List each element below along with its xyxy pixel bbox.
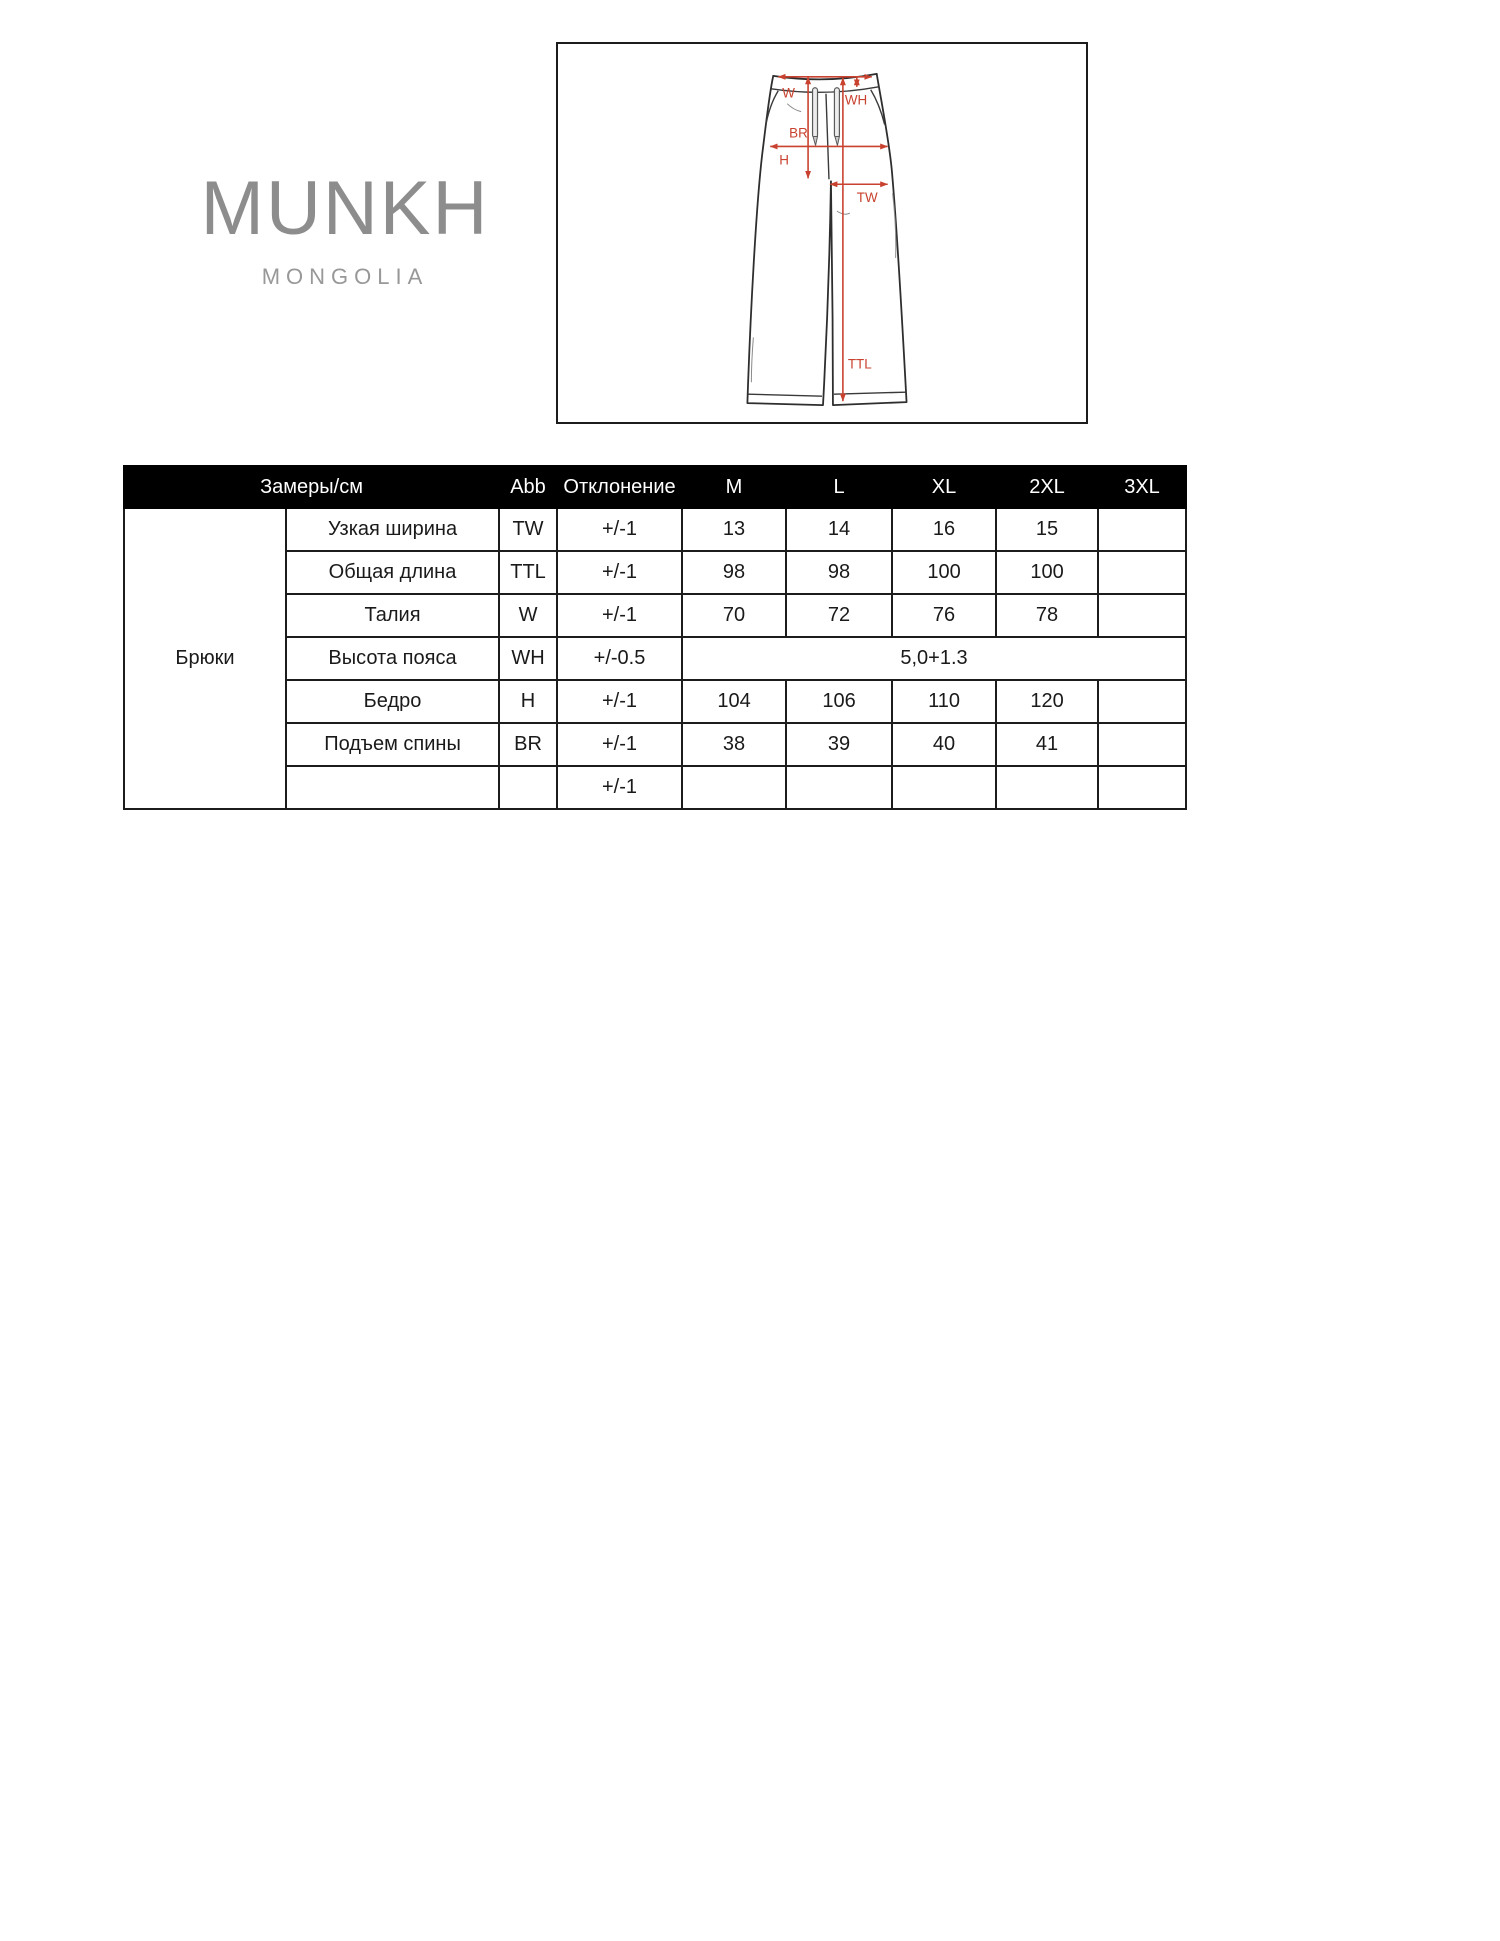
tw-label: TW xyxy=(856,190,878,206)
value-cell xyxy=(1098,680,1186,723)
value-cell: 41 xyxy=(996,723,1098,766)
w-label: W xyxy=(782,85,795,101)
header-measures: Замеры/см xyxy=(124,466,499,508)
value-cell: 14 xyxy=(786,508,892,551)
value-cell: 120 xyxy=(996,680,1098,723)
value-cell: 76 xyxy=(892,594,996,637)
header-size-l: L xyxy=(786,466,892,508)
brand-logo xyxy=(192,166,498,290)
value-cell xyxy=(996,766,1098,809)
name-cell: Узкая ширина xyxy=(286,508,499,551)
dev-cell: +/-1 xyxy=(557,508,682,551)
abb-cell: W xyxy=(499,594,557,637)
dev-cell: +/-1 xyxy=(557,551,682,594)
value-cell: 106 xyxy=(786,680,892,723)
size-table-wrap xyxy=(123,465,1187,810)
name-cell: Общая длина xyxy=(286,551,499,594)
dev-cell: +/-0.5 xyxy=(557,637,682,680)
size-table xyxy=(123,465,1187,810)
abb-cell: BR xyxy=(499,723,557,766)
h-label: H xyxy=(779,152,789,168)
header-size-3xl: 3XL xyxy=(1098,466,1186,508)
group-cell: Брюки xyxy=(124,508,286,809)
dev-cell: +/-1 xyxy=(557,766,682,809)
header-deviation: Отклонение xyxy=(557,466,682,508)
name-cell: Подъем спины xyxy=(286,723,499,766)
value-cell xyxy=(1098,594,1186,637)
header-size-xl: XL xyxy=(892,466,996,508)
value-cell: 98 xyxy=(786,551,892,594)
value-cell xyxy=(1098,508,1186,551)
value-cell: 110 xyxy=(892,680,996,723)
dev-cell: +/-1 xyxy=(557,680,682,723)
value-cell xyxy=(1098,551,1186,594)
header-size-2xl: 2XL xyxy=(996,466,1098,508)
abb-cell: WH xyxy=(499,637,557,680)
value-cell: 70 xyxy=(682,594,786,637)
value-cell xyxy=(1098,723,1186,766)
brand-name: MUNKH xyxy=(200,166,490,251)
value-cell: 15 xyxy=(996,508,1098,551)
value-cell: 98 xyxy=(682,551,786,594)
dev-cell: +/-1 xyxy=(557,594,682,637)
br-label: BR xyxy=(789,125,808,141)
name-cell xyxy=(286,766,499,809)
name-cell: Талия xyxy=(286,594,499,637)
merged-value-cell: 5,0+1.3 xyxy=(682,637,1186,680)
ttl-label: TTL xyxy=(847,356,872,372)
value-cell xyxy=(1098,766,1186,809)
wh-label: WH xyxy=(844,92,868,108)
value-cell: 100 xyxy=(892,551,996,594)
abb-cell xyxy=(499,766,557,809)
abb-cell: H xyxy=(499,680,557,723)
abb-cell: TW xyxy=(499,508,557,551)
value-cell: 100 xyxy=(996,551,1098,594)
value-cell: 38 xyxy=(682,723,786,766)
dev-cell: +/-1 xyxy=(557,723,682,766)
value-cell: 13 xyxy=(682,508,786,551)
pants-diagram xyxy=(558,44,1086,422)
value-cell xyxy=(892,766,996,809)
brand-subtitle: MONGOLIA xyxy=(261,264,429,289)
header-size-m: M xyxy=(682,466,786,508)
value-cell: 72 xyxy=(786,594,892,637)
value-cell: 104 xyxy=(682,680,786,723)
table-row xyxy=(124,508,1186,551)
value-cell xyxy=(682,766,786,809)
name-cell: Высота пояса xyxy=(286,637,499,680)
value-cell xyxy=(786,766,892,809)
diagram-box xyxy=(556,42,1088,424)
value-cell: 40 xyxy=(892,723,996,766)
value-cell: 39 xyxy=(786,723,892,766)
value-cell: 78 xyxy=(996,594,1098,637)
header-abb: Abb xyxy=(499,466,557,508)
table-header-row xyxy=(124,466,1186,508)
value-cell: 16 xyxy=(892,508,996,551)
name-cell: Бедро xyxy=(286,680,499,723)
abb-cell: TTL xyxy=(499,551,557,594)
